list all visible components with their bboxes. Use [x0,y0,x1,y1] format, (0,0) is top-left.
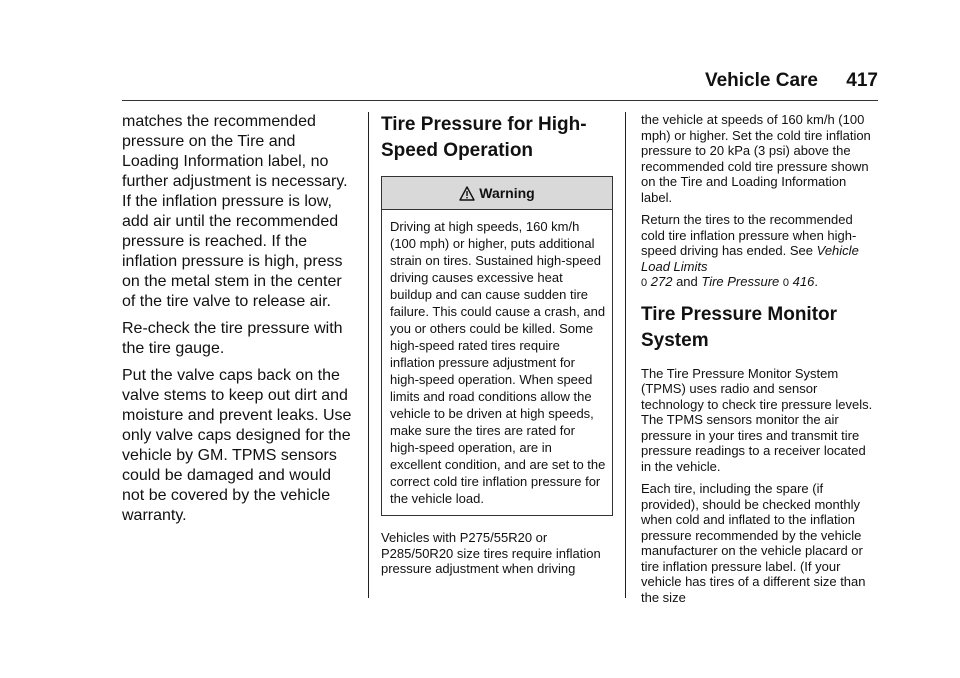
xref-page-272[interactable]: 272 [650,274,673,289]
body-paragraph: the vehicle at speeds of 160 km/h (100 mph) or higher. Set the cold tire inflation pressure to 20 kPa (3 psi) above the recommended cold tire pressure shown on the Tire and Loading Information label. [641,112,871,205]
page-ref-arrow-icon: 0 [641,277,648,289]
paragraph-text: . [814,274,818,289]
column-divider [368,112,369,598]
page-ref-arrow-icon: 0 [782,277,790,289]
xref-vehicle-load-limits[interactable]: Vehicle Load Limits [641,243,859,274]
column-middle [381,112,613,584]
warning-text: Driving at high speeds, 160 km/h (100 mph) or higher, puts additional strain on tires. Sustained high-speed driving causes excessive heat buildup and can cause sudden tire failure. This could cause a crash, and you or others could be killed. Some high-speed rated tires require inflation pressure adjustment for high-speed operation. When speed limits and road conditions allow the vehicle to be driven at high speeds, make sure the tires are rated for high-speed operation, are in excellent condition, and are set to the correct cold tire inflation pressure for the vehicle load. [390,219,606,506]
body-paragraph [641,212,877,292]
body-paragraph: Put the valve caps back on the valve stems to keep out dirt and moisture and prevent leaks. Use only valve caps designed for the vehicle by GM. TPMS sensors could be damaged and would not be covered by the vehicle warranty. [122,367,352,524]
paragraph-text: and [672,274,702,289]
xref-tire-pressure[interactable]: Tire Pressure [701,274,780,289]
xref-page-416[interactable]: 416 [792,274,815,289]
section-heading: Tire Pressure Monitor System [641,303,838,351]
page-number: 417 [846,70,878,91]
warning-header [382,177,612,210]
warning-triangle-icon [459,186,475,201]
body-paragraph: Vehicles with P275/55R20 or P285/50R20 size tires require inflation pressure adjustment when driving [381,530,601,576]
column-left [122,112,354,533]
paragraph-text: Return the tires to the recommended cold tire inflation pressure when high-speed driving has ended. See [641,212,857,258]
section-title: Vehicle Care [704,70,818,91]
body-paragraph: Each tire, including the spare (if provided), should be checked monthly when cold and inflated to the inflation pressure recommended by the vehicle manufacturer on the vehicle placard or tire inflation pressure label. (If your vehicle has tires of a different size than the size [641,481,866,605]
body-paragraph: Re-check the tire pressure with the tire gauge. [122,320,343,357]
body-paragraph: The Tire Pressure Monitor System (TPMS) uses radio and sensor technology to check tire pressure levels. The TPMS sensors monitor the air pressure in your tires and transmit tire pressure readings to a receiver located in the vehicle. [641,365,873,474]
body-paragraph: matches the recommended pressure on the Tire and Loading Information label, no further adjustment is necessary. If the inflation pressure is low, add air until the recommended pressure is reached. If the inflation pressure is high, press on the metal stem in the center of the tire valve to release air. [122,113,348,310]
page-header [122,70,878,101]
warning-title: Warning [479,185,535,201]
column-right [641,112,877,612]
warning-box [381,176,613,516]
column-divider [625,112,626,598]
section-heading: Tire Pressure for High-Speed Operation [381,114,587,161]
